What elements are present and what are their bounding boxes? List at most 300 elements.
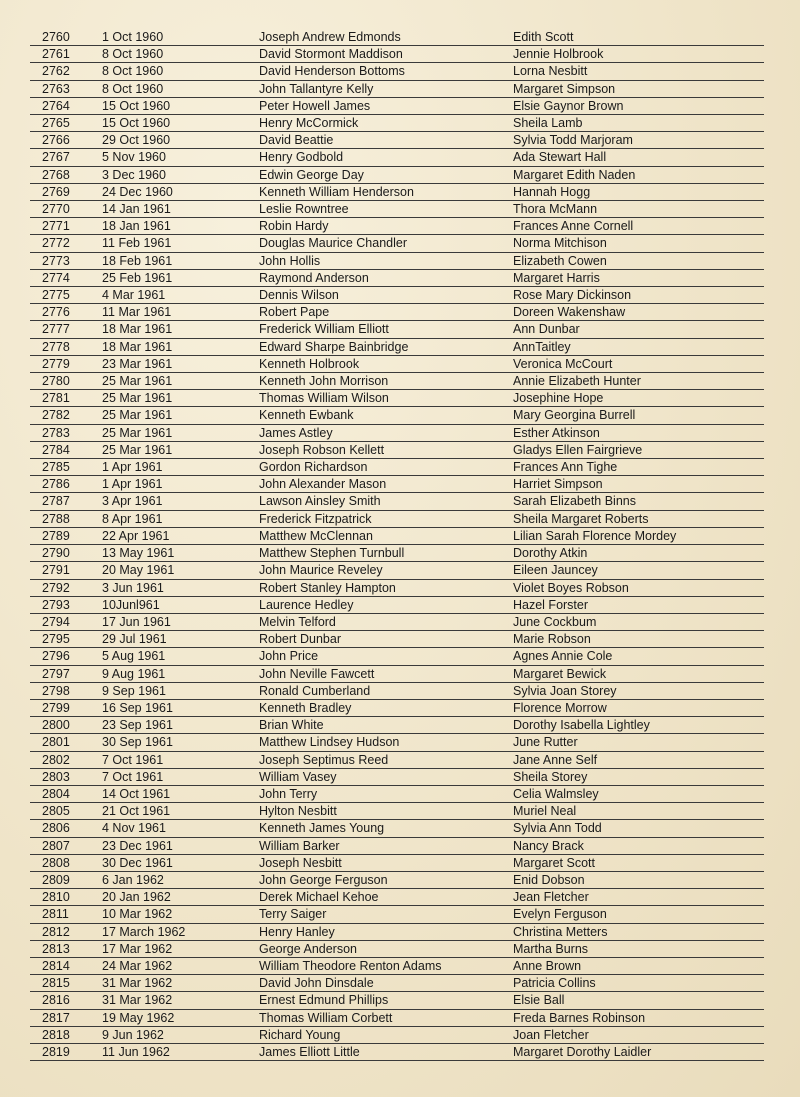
entry-number: 2789 bbox=[30, 527, 102, 544]
groom-name: Laurence Hedley bbox=[259, 596, 513, 613]
marriage-date: 6 Jan 1962 bbox=[102, 871, 259, 888]
entry-number: 2771 bbox=[30, 218, 102, 235]
entry-number: 2817 bbox=[30, 1009, 102, 1026]
groom-name: Robin Hardy bbox=[259, 218, 513, 235]
marriage-date: 21 Oct 1961 bbox=[102, 803, 259, 820]
bride-name: Josephine Hope bbox=[513, 390, 764, 407]
entry-number: 2805 bbox=[30, 803, 102, 820]
table-row bbox=[30, 545, 764, 562]
entry-number: 2814 bbox=[30, 957, 102, 974]
table-row bbox=[30, 648, 764, 665]
marriage-date: 25 Mar 1961 bbox=[102, 407, 259, 424]
groom-name: William Theodore Renton Adams bbox=[259, 957, 513, 974]
bride-name: Veronica McCourt bbox=[513, 355, 764, 372]
groom-name: Robert Pape bbox=[259, 304, 513, 321]
marriage-date: 23 Sep 1961 bbox=[102, 717, 259, 734]
groom-name: Kenneth Bradley bbox=[259, 699, 513, 716]
marriage-date: 29 Oct 1960 bbox=[102, 132, 259, 149]
bride-name: AnnTaitley bbox=[513, 338, 764, 355]
marriage-date: 10Junl961 bbox=[102, 596, 259, 613]
marriage-date: 8 Oct 1960 bbox=[102, 46, 259, 63]
marriage-date: 7 Oct 1961 bbox=[102, 751, 259, 768]
table-row bbox=[30, 751, 764, 768]
table-row bbox=[30, 97, 764, 114]
bride-name: Frances Ann Tighe bbox=[513, 459, 764, 476]
entry-number: 2762 bbox=[30, 63, 102, 80]
bride-name: Rose Mary Dickinson bbox=[513, 287, 764, 304]
table-row bbox=[30, 441, 764, 458]
bride-name: Joan Fletcher bbox=[513, 1026, 764, 1043]
marriage-date: 5 Aug 1961 bbox=[102, 648, 259, 665]
table-row bbox=[30, 355, 764, 372]
table-row bbox=[30, 252, 764, 269]
table-row bbox=[30, 476, 764, 493]
entry-number: 2818 bbox=[30, 1026, 102, 1043]
entry-number: 2800 bbox=[30, 717, 102, 734]
table-row bbox=[30, 183, 764, 200]
table-row bbox=[30, 321, 764, 338]
marriage-date: 25 Mar 1961 bbox=[102, 390, 259, 407]
entry-number: 2809 bbox=[30, 871, 102, 888]
bride-name: Margaret Harris bbox=[513, 269, 764, 286]
marriage-date: 17 Mar 1962 bbox=[102, 940, 259, 957]
bride-name: Elsie Gaynor Brown bbox=[513, 97, 764, 114]
groom-name: David John Dinsdale bbox=[259, 975, 513, 992]
marriage-date: 1 Apr 1961 bbox=[102, 459, 259, 476]
marriage-date: 7 Oct 1961 bbox=[102, 768, 259, 785]
table-row bbox=[30, 1009, 764, 1026]
bride-name: Martha Burns bbox=[513, 940, 764, 957]
entry-number: 2766 bbox=[30, 132, 102, 149]
groom-name: Henry McCormick bbox=[259, 115, 513, 132]
marriage-date: 31 Mar 1962 bbox=[102, 975, 259, 992]
bride-name: Annie Elizabeth Hunter bbox=[513, 373, 764, 390]
entry-number: 2801 bbox=[30, 734, 102, 751]
groom-name: Raymond Anderson bbox=[259, 269, 513, 286]
bride-name: Margaret Simpson bbox=[513, 80, 764, 97]
groom-name: William Vasey bbox=[259, 768, 513, 785]
groom-name: Joseph Andrew Edmonds bbox=[259, 29, 513, 46]
entry-number: 2810 bbox=[30, 889, 102, 906]
bride-name: Doreen Wakenshaw bbox=[513, 304, 764, 321]
bride-name: Hannah Hogg bbox=[513, 183, 764, 200]
table-row bbox=[30, 390, 764, 407]
marriage-date: 20 May 1961 bbox=[102, 562, 259, 579]
entry-number: 2770 bbox=[30, 201, 102, 218]
marriage-date: 3 Jun 1961 bbox=[102, 579, 259, 596]
groom-name: James Elliott Little bbox=[259, 1043, 513, 1060]
marriage-date: 3 Dec 1960 bbox=[102, 166, 259, 183]
table-row bbox=[30, 407, 764, 424]
entry-number: 2786 bbox=[30, 476, 102, 493]
marriage-date: 8 Oct 1960 bbox=[102, 80, 259, 97]
marriage-date: 3 Apr 1961 bbox=[102, 493, 259, 510]
groom-name: William Barker bbox=[259, 837, 513, 854]
entry-number: 2819 bbox=[30, 1043, 102, 1060]
table-row bbox=[30, 218, 764, 235]
entry-number: 2796 bbox=[30, 648, 102, 665]
groom-name: Henry Hanley bbox=[259, 923, 513, 940]
bride-name: Enid Dobson bbox=[513, 871, 764, 888]
entry-number: 2783 bbox=[30, 424, 102, 441]
table-row bbox=[30, 596, 764, 613]
table-row bbox=[30, 820, 764, 837]
entry-number: 2806 bbox=[30, 820, 102, 837]
groom-name: Thomas William Corbett bbox=[259, 1009, 513, 1026]
entry-number: 2797 bbox=[30, 665, 102, 682]
marriage-date: 17 March 1962 bbox=[102, 923, 259, 940]
entry-number: 2790 bbox=[30, 545, 102, 562]
bride-name: Frances Anne Cornell bbox=[513, 218, 764, 235]
bride-name: Jean Fletcher bbox=[513, 889, 764, 906]
groom-name: Matthew Lindsey Hudson bbox=[259, 734, 513, 751]
groom-name: Hylton Nesbitt bbox=[259, 803, 513, 820]
entry-number: 2792 bbox=[30, 579, 102, 596]
bride-name: Muriel Neal bbox=[513, 803, 764, 820]
marriage-date: 4 Mar 1961 bbox=[102, 287, 259, 304]
bride-name: Sheila Margaret Roberts bbox=[513, 510, 764, 527]
marriage-date: 20 Jan 1962 bbox=[102, 889, 259, 906]
entry-number: 2778 bbox=[30, 338, 102, 355]
marriage-date: 25 Mar 1961 bbox=[102, 373, 259, 390]
marriage-date: 10 Mar 1962 bbox=[102, 906, 259, 923]
marriage-date: 18 Mar 1961 bbox=[102, 321, 259, 338]
table-row bbox=[30, 992, 764, 1009]
bride-name: Violet Boyes Robson bbox=[513, 579, 764, 596]
groom-name: Gordon Richardson bbox=[259, 459, 513, 476]
table-row bbox=[30, 29, 764, 46]
entry-number: 2774 bbox=[30, 269, 102, 286]
bride-name: Edith Scott bbox=[513, 29, 764, 46]
bride-name: Sylvia Ann Todd bbox=[513, 820, 764, 837]
entry-number: 2785 bbox=[30, 459, 102, 476]
table-row bbox=[30, 923, 764, 940]
marriage-date: 15 Oct 1960 bbox=[102, 97, 259, 114]
entry-number: 2765 bbox=[30, 115, 102, 132]
marriage-date: 31 Mar 1962 bbox=[102, 992, 259, 1009]
entry-number: 2777 bbox=[30, 321, 102, 338]
groom-name: Ernest Edmund Phillips bbox=[259, 992, 513, 1009]
marriage-date: 17 Jun 1961 bbox=[102, 613, 259, 630]
table-row bbox=[30, 493, 764, 510]
groom-name: Kenneth James Young bbox=[259, 820, 513, 837]
bride-name: Nancy Brack bbox=[513, 837, 764, 854]
entry-number: 2772 bbox=[30, 235, 102, 252]
entry-number: 2780 bbox=[30, 373, 102, 390]
bride-name: Lilian Sarah Florence Mordey bbox=[513, 527, 764, 544]
marriage-date: 14 Oct 1961 bbox=[102, 785, 259, 802]
entry-number: 2760 bbox=[30, 29, 102, 46]
table-row bbox=[30, 1026, 764, 1043]
entry-number: 2769 bbox=[30, 183, 102, 200]
groom-name: John Neville Fawcett bbox=[259, 665, 513, 682]
entry-number: 2781 bbox=[30, 390, 102, 407]
table-row bbox=[30, 871, 764, 888]
table-row bbox=[30, 1043, 764, 1060]
groom-name: Henry Godbold bbox=[259, 149, 513, 166]
table-row bbox=[30, 717, 764, 734]
groom-name: Peter Howell James bbox=[259, 97, 513, 114]
table-row bbox=[30, 665, 764, 682]
table-row bbox=[30, 527, 764, 544]
table-row bbox=[30, 562, 764, 579]
groom-name: Kenneth John Morrison bbox=[259, 373, 513, 390]
entry-number: 2768 bbox=[30, 166, 102, 183]
entry-number: 2812 bbox=[30, 923, 102, 940]
entry-number: 2779 bbox=[30, 355, 102, 372]
groom-name: John Hollis bbox=[259, 252, 513, 269]
table-row bbox=[30, 510, 764, 527]
groom-name: James Astley bbox=[259, 424, 513, 441]
table-row bbox=[30, 854, 764, 871]
table-row bbox=[30, 906, 764, 923]
table-row bbox=[30, 149, 764, 166]
table-row bbox=[30, 803, 764, 820]
groom-name: Matthew McClennan bbox=[259, 527, 513, 544]
marriage-date: 25 Mar 1961 bbox=[102, 441, 259, 458]
marriage-date: 30 Sep 1961 bbox=[102, 734, 259, 751]
table-row bbox=[30, 459, 764, 476]
bride-name: Patricia Collins bbox=[513, 975, 764, 992]
bride-name: Ann Dunbar bbox=[513, 321, 764, 338]
groom-name: Melvin Telford bbox=[259, 613, 513, 630]
groom-name: Brian White bbox=[259, 717, 513, 734]
marriage-date: 25 Mar 1961 bbox=[102, 424, 259, 441]
marriage-date: 9 Sep 1961 bbox=[102, 682, 259, 699]
marriage-date: 13 May 1961 bbox=[102, 545, 259, 562]
table-row bbox=[30, 132, 764, 149]
entry-number: 2791 bbox=[30, 562, 102, 579]
table-row bbox=[30, 235, 764, 252]
table-row bbox=[30, 613, 764, 630]
bride-name: Dorothy Atkin bbox=[513, 545, 764, 562]
groom-name: Joseph Septimus Reed bbox=[259, 751, 513, 768]
marriage-date: 1 Oct 1960 bbox=[102, 29, 259, 46]
groom-name: Douglas Maurice Chandler bbox=[259, 235, 513, 252]
groom-name: Terry Saiger bbox=[259, 906, 513, 923]
bride-name: Lorna Nesbitt bbox=[513, 63, 764, 80]
table-row bbox=[30, 785, 764, 802]
entry-number: 2763 bbox=[30, 80, 102, 97]
bride-name: Freda Barnes Robinson bbox=[513, 1009, 764, 1026]
register-body bbox=[30, 29, 764, 1061]
bride-name: Sheila Storey bbox=[513, 768, 764, 785]
table-row bbox=[30, 80, 764, 97]
entry-number: 2799 bbox=[30, 699, 102, 716]
bride-name: Anne Brown bbox=[513, 957, 764, 974]
bride-name: Esther Atkinson bbox=[513, 424, 764, 441]
marriage-date: 16 Sep 1961 bbox=[102, 699, 259, 716]
entry-number: 2767 bbox=[30, 149, 102, 166]
entry-number: 2798 bbox=[30, 682, 102, 699]
marriage-date: 9 Jun 1962 bbox=[102, 1026, 259, 1043]
entry-number: 2761 bbox=[30, 46, 102, 63]
groom-name: David Stormont Maddison bbox=[259, 46, 513, 63]
groom-name: Lawson Ainsley Smith bbox=[259, 493, 513, 510]
entry-number: 2816 bbox=[30, 992, 102, 1009]
table-row bbox=[30, 287, 764, 304]
table-row bbox=[30, 63, 764, 80]
groom-name: John Tallantyre Kelly bbox=[259, 80, 513, 97]
groom-name: John Alexander Mason bbox=[259, 476, 513, 493]
groom-name: Kenneth Holbrook bbox=[259, 355, 513, 372]
entry-number: 2773 bbox=[30, 252, 102, 269]
entry-number: 2804 bbox=[30, 785, 102, 802]
entry-number: 2808 bbox=[30, 854, 102, 871]
entry-number: 2803 bbox=[30, 768, 102, 785]
table-row bbox=[30, 46, 764, 63]
entry-number: 2795 bbox=[30, 631, 102, 648]
marriage-date: 11 Jun 1962 bbox=[102, 1043, 259, 1060]
groom-name: Thomas William Wilson bbox=[259, 390, 513, 407]
bride-name: Hazel Forster bbox=[513, 596, 764, 613]
bride-name: Gladys Ellen Fairgrieve bbox=[513, 441, 764, 458]
bride-name: Harriet Simpson bbox=[513, 476, 764, 493]
table-row bbox=[30, 734, 764, 751]
marriage-date: 23 Dec 1961 bbox=[102, 837, 259, 854]
table-row bbox=[30, 837, 764, 854]
marriage-date: 24 Dec 1960 bbox=[102, 183, 259, 200]
entry-number: 2793 bbox=[30, 596, 102, 613]
groom-name: Ronald Cumberland bbox=[259, 682, 513, 699]
bride-name: Margaret Dorothy Laidler bbox=[513, 1043, 764, 1060]
table-row bbox=[30, 579, 764, 596]
groom-name: Frederick Fitzpatrick bbox=[259, 510, 513, 527]
bride-name: Sylvia Todd Marjoram bbox=[513, 132, 764, 149]
bride-name: Sarah Elizabeth Binns bbox=[513, 493, 764, 510]
groom-name: Edward Sharpe Bainbridge bbox=[259, 338, 513, 355]
groom-name: Kenneth William Henderson bbox=[259, 183, 513, 200]
groom-name: Joseph Robson Kellett bbox=[259, 441, 513, 458]
marriage-date: 8 Oct 1960 bbox=[102, 63, 259, 80]
marriage-date: 8 Apr 1961 bbox=[102, 510, 259, 527]
groom-name: Frederick William Elliott bbox=[259, 321, 513, 338]
table-row bbox=[30, 166, 764, 183]
groom-name: Edwin George Day bbox=[259, 166, 513, 183]
bride-name: Sylvia Joan Storey bbox=[513, 682, 764, 699]
table-row bbox=[30, 201, 764, 218]
marriage-date: 19 May 1962 bbox=[102, 1009, 259, 1026]
marriage-date: 24 Mar 1962 bbox=[102, 957, 259, 974]
groom-name: Dennis Wilson bbox=[259, 287, 513, 304]
groom-name: David Henderson Bottoms bbox=[259, 63, 513, 80]
groom-name: George Anderson bbox=[259, 940, 513, 957]
marriage-date: 11 Mar 1961 bbox=[102, 304, 259, 321]
entry-number: 2807 bbox=[30, 837, 102, 854]
table-row bbox=[30, 682, 764, 699]
groom-name: Kenneth Ewbank bbox=[259, 407, 513, 424]
marriage-date: 23 Mar 1961 bbox=[102, 355, 259, 372]
bride-name: Evelyn Ferguson bbox=[513, 906, 764, 923]
table-row bbox=[30, 631, 764, 648]
table-row bbox=[30, 940, 764, 957]
marriage-date: 5 Nov 1960 bbox=[102, 149, 259, 166]
groom-name: John Price bbox=[259, 648, 513, 665]
marriage-date: 9 Aug 1961 bbox=[102, 665, 259, 682]
entry-number: 2794 bbox=[30, 613, 102, 630]
groom-name: David Beattie bbox=[259, 132, 513, 149]
entry-number: 2788 bbox=[30, 510, 102, 527]
entry-number: 2811 bbox=[30, 906, 102, 923]
table-row bbox=[30, 269, 764, 286]
table-row bbox=[30, 975, 764, 992]
bride-name: June Cockbum bbox=[513, 613, 764, 630]
bride-name: Dorothy Isabella Lightley bbox=[513, 717, 764, 734]
groom-name: Leslie Rowntree bbox=[259, 201, 513, 218]
bride-name: Elizabeth Cowen bbox=[513, 252, 764, 269]
marriage-date: 15 Oct 1960 bbox=[102, 115, 259, 132]
entry-number: 2787 bbox=[30, 493, 102, 510]
bride-name: Florence Morrow bbox=[513, 699, 764, 716]
bride-name: Mary Georgina Burrell bbox=[513, 407, 764, 424]
bride-name: Margaret Edith Naden bbox=[513, 166, 764, 183]
groom-name: John George Ferguson bbox=[259, 871, 513, 888]
bride-name: Elsie Ball bbox=[513, 992, 764, 1009]
groom-name: John Terry bbox=[259, 785, 513, 802]
groom-name: Matthew Stephen Turnbull bbox=[259, 545, 513, 562]
entry-number: 2802 bbox=[30, 751, 102, 768]
marriage-date: 1 Apr 1961 bbox=[102, 476, 259, 493]
bride-name: Jennie Holbrook bbox=[513, 46, 764, 63]
table-row bbox=[30, 373, 764, 390]
marriage-date: 22 Apr 1961 bbox=[102, 527, 259, 544]
groom-name: Richard Young bbox=[259, 1026, 513, 1043]
marriage-date: 4 Nov 1961 bbox=[102, 820, 259, 837]
table-row bbox=[30, 768, 764, 785]
table-row bbox=[30, 424, 764, 441]
table-row bbox=[30, 699, 764, 716]
table-row bbox=[30, 889, 764, 906]
marriage-date: 11 Feb 1961 bbox=[102, 235, 259, 252]
marriage-date: 25 Feb 1961 bbox=[102, 269, 259, 286]
bride-name: Celia Walmsley bbox=[513, 785, 764, 802]
bride-name: Ada Stewart Hall bbox=[513, 149, 764, 166]
marriage-date: 18 Feb 1961 bbox=[102, 252, 259, 269]
bride-name: Margaret Bewick bbox=[513, 665, 764, 682]
groom-name: John Maurice Reveley bbox=[259, 562, 513, 579]
bride-name: Margaret Scott bbox=[513, 854, 764, 871]
entry-number: 2764 bbox=[30, 97, 102, 114]
entry-number: 2775 bbox=[30, 287, 102, 304]
table-row bbox=[30, 304, 764, 321]
marriage-date: 18 Jan 1961 bbox=[102, 218, 259, 235]
bride-name: Eileen Jauncey bbox=[513, 562, 764, 579]
bride-name: Norma Mitchison bbox=[513, 235, 764, 252]
bride-name: Agnes Annie Cole bbox=[513, 648, 764, 665]
marriage-date: 30 Dec 1961 bbox=[102, 854, 259, 871]
entry-number: 2815 bbox=[30, 975, 102, 992]
table-row bbox=[30, 957, 764, 974]
marriage-date: 29 Jul 1961 bbox=[102, 631, 259, 648]
groom-name: Robert Dunbar bbox=[259, 631, 513, 648]
groom-name: Robert Stanley Hampton bbox=[259, 579, 513, 596]
table-row bbox=[30, 338, 764, 355]
bride-name: June Rutter bbox=[513, 734, 764, 751]
table-row bbox=[30, 115, 764, 132]
groom-name: Derek Michael Kehoe bbox=[259, 889, 513, 906]
bride-name: Christina Metters bbox=[513, 923, 764, 940]
entry-number: 2776 bbox=[30, 304, 102, 321]
bride-name: Thora McMann bbox=[513, 201, 764, 218]
marriage-date: 18 Mar 1961 bbox=[102, 338, 259, 355]
groom-name: Joseph Nesbitt bbox=[259, 854, 513, 871]
bride-name: Sheila Lamb bbox=[513, 115, 764, 132]
marriage-register-table bbox=[30, 29, 764, 1061]
entry-number: 2784 bbox=[30, 441, 102, 458]
entry-number: 2813 bbox=[30, 940, 102, 957]
bride-name: Jane Anne Self bbox=[513, 751, 764, 768]
entry-number: 2782 bbox=[30, 407, 102, 424]
